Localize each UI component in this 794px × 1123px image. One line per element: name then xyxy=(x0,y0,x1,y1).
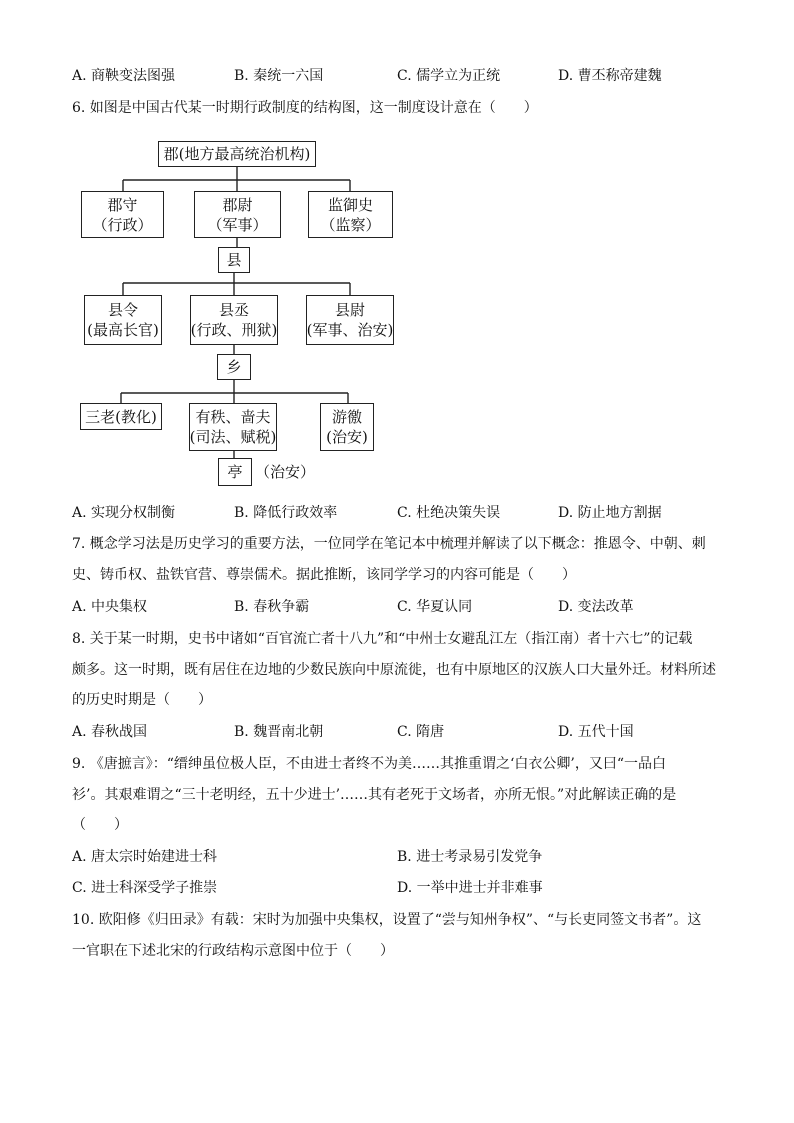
diagram-node-xianling xyxy=(84,295,162,345)
q10-line-2: 一官职在下述北宋的行政结构示意图中位于（ ） xyxy=(72,943,394,959)
diagram-node-xiancheng xyxy=(190,295,278,345)
node-title: 亭 xyxy=(227,463,243,481)
node-duty: (最高长官) xyxy=(87,321,159,339)
node-title: 三老(教化) xyxy=(85,407,157,426)
q9-option-a: A. 唐太宗时始建进士科 xyxy=(72,849,218,865)
node-title: 县 xyxy=(226,251,242,269)
q7-line-1: 7. 概念学习法是历史学习的重要方法，一位同学在笔记本中梳理并解读了以下概念：推恩令、中朝、刺 xyxy=(72,536,706,552)
node-title: 郡守 xyxy=(107,195,138,214)
diagram-node-sanlao xyxy=(80,403,162,430)
q6-option-c: C. 杜绝决策失误 xyxy=(397,505,501,521)
q5-option-d: D. 曹丕称帝建魏 xyxy=(558,68,662,84)
node-duty: (行政、刑狱) xyxy=(190,321,278,339)
q6-option-b: B. 降低行政效率 xyxy=(234,505,338,521)
q9-line-1: 9. 《唐摭言》：“缙绅虽位极人臣，不由进士者终不为美……其推重谓之‘白衣公卿’，又曰“一品白 xyxy=(72,756,667,772)
q9-line-3: （ ） xyxy=(72,817,128,833)
node-duty: (治安) xyxy=(326,428,368,446)
node-duty: （军事） xyxy=(207,215,268,234)
node-title: 县尉 xyxy=(334,301,365,319)
q8-line-3: 的历史时期是（ ） xyxy=(72,692,212,708)
node-duty: （行政） xyxy=(92,215,153,234)
q8-option-d: D. 五代十国 xyxy=(558,724,634,740)
q5-option-a: A. 商鞅变法图强 xyxy=(72,68,176,84)
q6-option-d: D. 防止地方割据 xyxy=(558,505,662,521)
q8-line-1: 8. 关于某一时期，史书中诸如“百官流亡者十八九”和“中州士女避乱江左（指江南）者十六七”的记载 xyxy=(72,631,693,647)
node-title: 监御史 xyxy=(327,195,373,214)
node-title: 乡 xyxy=(226,358,242,376)
node-title: 游徼 xyxy=(331,408,362,426)
diagram-node-jun-label: 郡(地方最高统治机构) xyxy=(163,145,311,163)
q8-line-2: 颇多。这一时期，既有居住在边地的少数民族向中原流徙，也有中原地区的汉族人口大量外迁。材料所述 xyxy=(72,662,716,678)
node-duty: (军事、治安) xyxy=(306,321,394,339)
q8-option-b: B. 魏晋南北朝 xyxy=(234,724,324,740)
q7-option-b: B. 春秋争霸 xyxy=(234,599,310,615)
q10-line-1: 10. 欧阳修《归田录》有载：宋时为加强中央集权，设置了“尝与知州争权”、“与长吏同签文书者”。这 xyxy=(72,912,702,928)
diagram-node-youzhi-sefu xyxy=(189,403,277,451)
q8-option-a: A. 春秋战国 xyxy=(72,724,148,740)
q6-option-a: A. 实现分权制衡 xyxy=(72,505,176,521)
diagram-node-junwei xyxy=(194,191,281,238)
q5-option-b: B. 秦统一六国 xyxy=(234,68,324,84)
diagram-node-xiang xyxy=(217,354,251,380)
q5-option-c: C. 儒学立为正统 xyxy=(397,68,501,84)
diagram-node-youjiao xyxy=(320,403,374,451)
node-duty: （监察） xyxy=(320,215,381,234)
node-title: 县令 xyxy=(107,301,138,319)
q7-option-c: C. 华夏认同 xyxy=(397,599,473,615)
node-title: 有秩、啬夫 xyxy=(195,408,271,426)
q8-option-c: C. 隋唐 xyxy=(397,724,445,740)
diagram-node-jianyushi xyxy=(308,191,393,238)
q9-option-b: B. 进士考录易引发党争 xyxy=(397,849,543,865)
diagram-node-ting xyxy=(218,458,252,486)
diagram-node-xian xyxy=(218,247,250,273)
diagram-node-jun xyxy=(158,141,316,167)
diagram-node-junshou xyxy=(81,191,164,238)
q6-stem: 6. 如图是中国古代某一时期行政制度的结构图，这一制度设计意在（ ） xyxy=(72,100,538,116)
q9-option-d: D. 一举中进士并非难事 xyxy=(397,880,543,896)
node-title: 郡尉 xyxy=(222,195,253,214)
q9-line-2: 衫’。其艰难谓之“三十老明经，五十少进士’……其有老死于文场者，亦所无恨。”对此解读正确的是 xyxy=(72,787,677,803)
diagram-node-ting-note: （治安） xyxy=(255,463,316,481)
node-duty: (司法、赋税) xyxy=(189,428,277,446)
q7-option-d: D. 变法改革 xyxy=(558,599,634,615)
q9-option-c: C. 进士科深受学子推崇 xyxy=(72,880,218,896)
q7-option-a: A. 中央集权 xyxy=(72,599,148,615)
node-title: 县丞 xyxy=(218,301,249,319)
q7-line-2: 史、铸币权、盐铁官营、尊崇儒术。据此推断，该同学学习的内容可能是（ ） xyxy=(72,567,576,583)
diagram-node-xianwei xyxy=(306,295,394,345)
